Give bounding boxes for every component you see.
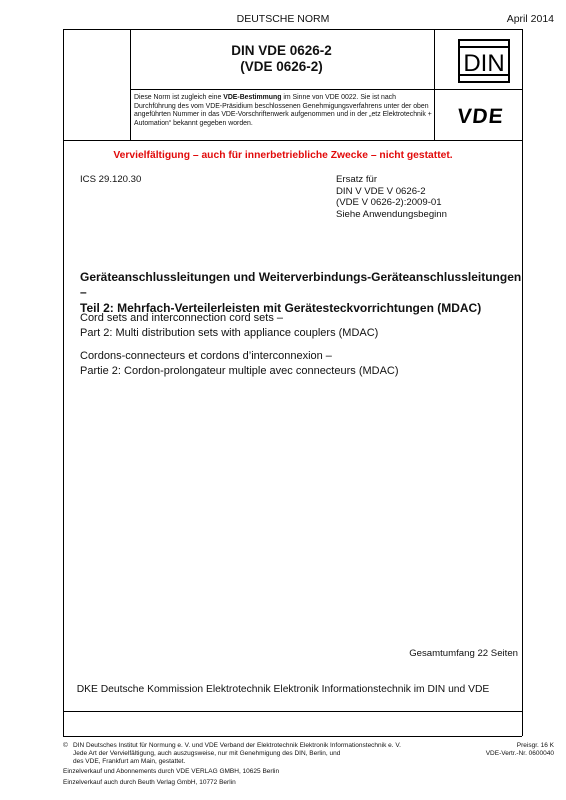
publisher: DKE Deutsche Kommission Elektrotechnik Elektronik Informationstechnik im DIN und VDE [76, 684, 490, 695]
price-group: Preisgr. 16 K [516, 742, 554, 749]
frame-right-line [522, 29, 523, 736]
title-english: Cord sets and interconnection cord sets – Part 2: Multi distribution sets with appliance couplers (MDAC) [80, 312, 379, 339]
vde-determination-note: Diese Norm ist zugleich eine VDE-Bestimmung im Sinne von VDE 0022. Sie ist nach Durchführung des vom VDE-Präsidium beschlossenen Genehmigungsverfahrens unter der oben angeführten Nummer in das VDE-Vorschriftenwerk aufgenommen und in der „etz Elektrotechnik + Automation“ bekannt gegeben worden. [134, 94, 432, 128]
din-logo [458, 39, 510, 83]
sales-vde-verlag: Einzelverkauf und Abonnements durch VDE VERLAG GMBH, 10625 Berlin [63, 768, 280, 775]
price-info [486, 742, 554, 758]
replacement-note: Siehe Anwendungsbeginn [336, 208, 447, 220]
total-pages: Gesamtumfang 22 Seiten [409, 648, 518, 659]
replaced-classification: (VDE V 0626-2):2009-01 [336, 197, 442, 209]
standard-classification: (VDE 0626-2) [240, 59, 323, 74]
vde-logo [448, 103, 520, 129]
title-german: Geräteanschlussleitungen und Weiterverbindungs-Geräteanschlussleitungen – Teil 2: Mehrfach-Verteilerleisten mit Gerätesteckvorrichtungen (MDAC) [80, 270, 522, 315]
replacement-label: Ersatz für [336, 174, 378, 185]
title-mid-line [130, 89, 522, 90]
vde-order-number: VDE-Vertr.-Nr. 0600040 [485, 750, 554, 757]
footer-top-line [63, 711, 522, 712]
title-block-bottom-line [63, 140, 522, 141]
replacement-info [336, 174, 447, 220]
standard-type: DEUTSCHE NORM [236, 13, 330, 25]
frame-left-line [63, 29, 64, 736]
sales-beuth-verlag: Einzelverkauf auch durch Beuth Verlag GmbH, 10772 Berlin [63, 779, 236, 786]
footer-bottom-line [63, 736, 522, 737]
replaced-standard: DIN V VDE V 0626-2 [336, 185, 426, 197]
copyright-symbol: © [63, 742, 68, 749]
title-french: Cordons-connecteurs et cordons d’interconnexion – Partie 2: Cordon-prolongateur multiple avec connecteurs (MDAC) [80, 350, 399, 377]
din-logo-text: DIN [463, 50, 505, 77]
reproduction-warning: Vervielfältigung – auch für innerbetriebliche Zwecke – nicht gestattet. [113, 150, 453, 161]
standard-number-block [130, 43, 433, 75]
ics-code: ICS 29.120.30 [80, 174, 142, 185]
publication-date: April 2014 [506, 13, 554, 25]
vde-logo-text: VDE [456, 105, 505, 128]
copyright-notice: DIN Deutsches Institut für Normung e. V. und VDE Verband der Elektrotechnik Elektronik Informationstechnik e. V. Jede Art der Vervielfältigung, auch auszugsweise, nur mit Genehmigung des DIN, Berlin, und des VDE, Frankfurt am Main, gestattet. [73, 742, 401, 765]
standard-number: DIN VDE 0626-2 [231, 43, 332, 58]
frame-top-line [63, 29, 522, 30]
